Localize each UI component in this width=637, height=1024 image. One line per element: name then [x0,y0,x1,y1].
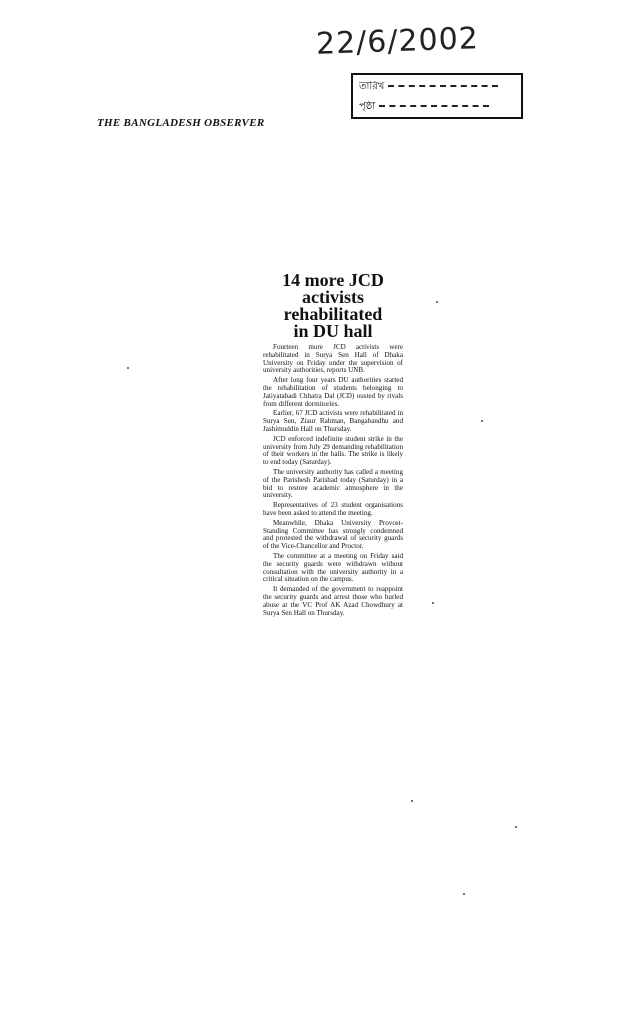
article-paragraph: It demanded of the government to reappoint the security guards and arrest those who hurled abuse at the VC Prof AK Azad Chowdhury at Surya Sen Hall on Thursday. [263,585,403,617]
article [263,272,403,619]
handwritten-date: 22/6/2002 [315,21,480,62]
article-paragraph: After long four years DU authorities started the rehabilitation of students belonging to Jatiyatabadi Chhatra Dal (JCD) ousted by rivals from different dormitories. [263,376,403,408]
newspaper-name: THE BANGLADESH OBSERVER [97,117,265,129]
article-paragraph: JCD enforced indefinite student strike in the university from July 29 demanding rehabilitation of their workers in the halls. The strike is likely to end today (Saturday). [263,434,403,467]
scan-speck [411,800,413,802]
date-stamp [351,73,523,119]
headline [263,272,403,340]
stamp-dashes [379,105,489,107]
article-body [263,344,403,617]
scan-speck [127,367,129,369]
headline-line: rehabilitated [283,304,383,324]
stamp-page-label: পৃষ্ঠা [359,101,376,112]
scan-speck [515,826,517,828]
article-paragraph: Fourteen more JCD activists were rehabilitated in Surya Sen Hall of Dhaka University on Friday under the supervision of university authorities, reports UNB. [263,343,403,375]
stamp-page-line [359,101,515,113]
headline-line: activists [302,287,364,307]
scan-speck [481,420,483,422]
scan-speck [463,893,465,895]
article-paragraph: Earlier, 67 JCD activists were rehabilitated in Surya Sen, Ziaur Rahman, Bangabandhu and Jashimuddin Hall on Thursday. [263,409,403,433]
article-paragraph: Representatives of 23 student organisations have been asked to attend the meeting. [263,501,403,517]
article-paragraph: The university authority has called a meeting of the Parishesh Parishad today (Saturday) in a bid to restore academic atmosphere in the university. [263,467,403,500]
article-paragraph: Meanwhile, Dhaka University Provost-Standing Committee has strongly condemned and protested the withdrawal of security guards of the Vice-Chancellor and Proctor. [263,518,403,551]
scan-speck [436,301,438,303]
scan-speck [432,602,434,604]
stamp-dashes [388,85,498,87]
stamp-date-label: তারিখ [359,81,385,92]
headline-line: in DU hall [293,321,373,341]
headline-line: 14 more JCD [282,270,384,290]
stamp-date-line [359,81,515,93]
article-paragraph: The committee at a meeting on Friday said the security guards were withdrawn without consultation with the university authority in a critical situation on the campus. [263,551,403,584]
